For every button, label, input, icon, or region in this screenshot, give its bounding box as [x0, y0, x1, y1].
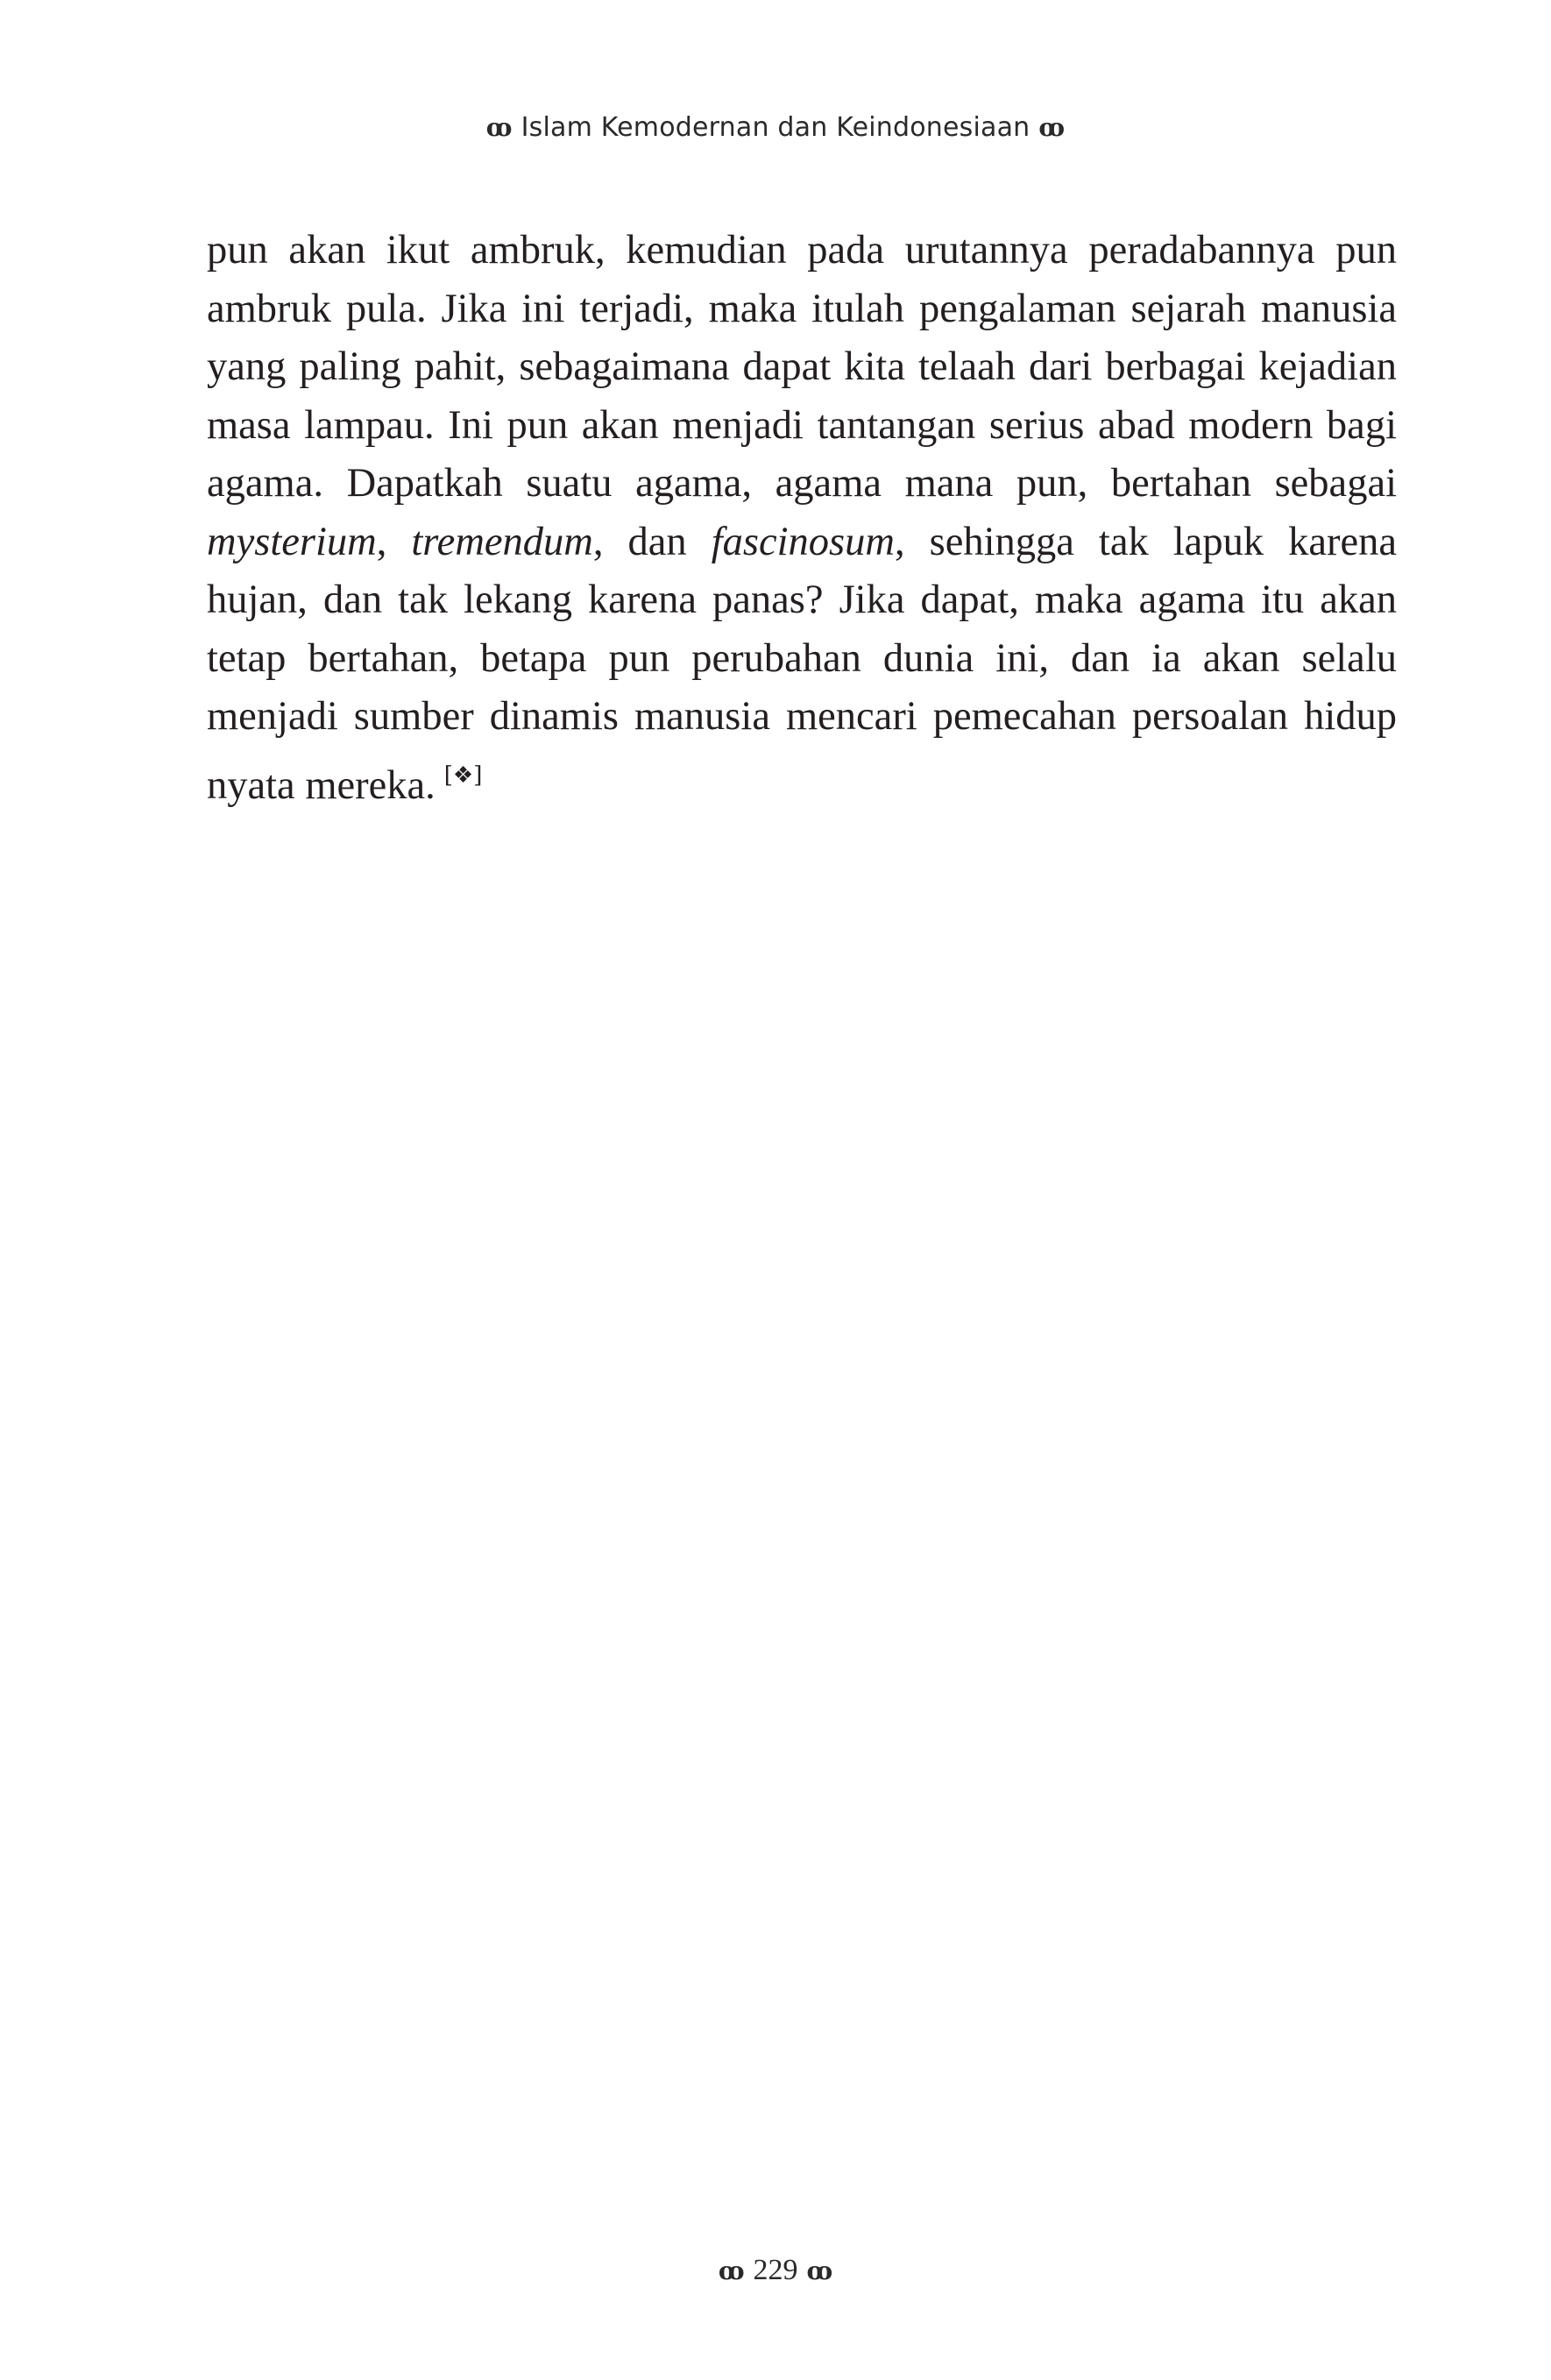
book-title: Islam Kemodernan dan Keindonesiaan: [521, 112, 1030, 143]
italic-term: tremendum: [411, 519, 593, 564]
running-header: [0, 112, 1551, 143]
end-of-article-mark: [❖]: [443, 761, 483, 789]
italic-term: fascinosum: [711, 519, 895, 564]
flourish-ornament-icon: ꝏ: [718, 2256, 745, 2285]
paragraph-text: ,: [376, 519, 412, 564]
body-paragraph: [207, 222, 1397, 815]
italic-term: mysterium: [207, 519, 377, 564]
flourish-ornament-icon: ꝏ: [1038, 113, 1066, 142]
flourish-ornament-icon: ꝏ: [806, 2256, 833, 2285]
flourish-ornament-icon: ꝏ: [485, 113, 513, 142]
page-footer: [0, 2254, 1551, 2287]
page-number: 229: [753, 2254, 798, 2286]
paragraph-text: , dan: [592, 519, 712, 564]
paragraph-text: , sehingga tak lapuk karena hujan, dan tak lekang karena panas? Jika dapat, maka agama itu akan tetap bertahan, betapa pun perubahan dunia ini, dan ia akan selalu menjadi sumber dinamis manusia mencari pemecahan persoalan hidup nyata mereka.: [207, 519, 1398, 808]
paragraph-text: pun akan ikut ambruk, kemudian pada urutannya peradabannya pun ambruk pula. Jika ini terjadi, maka itulah pengalaman sejarah manusia yang paling pahit, sebagaimana dapat kita telaah dari berbagai kejadian masa lampau. Ini pun akan menjadi tantangan serius abad modern bagi agama. Dapatkah suatu agama, agama mana pun, bertahan sebagai: [207, 228, 1397, 506]
